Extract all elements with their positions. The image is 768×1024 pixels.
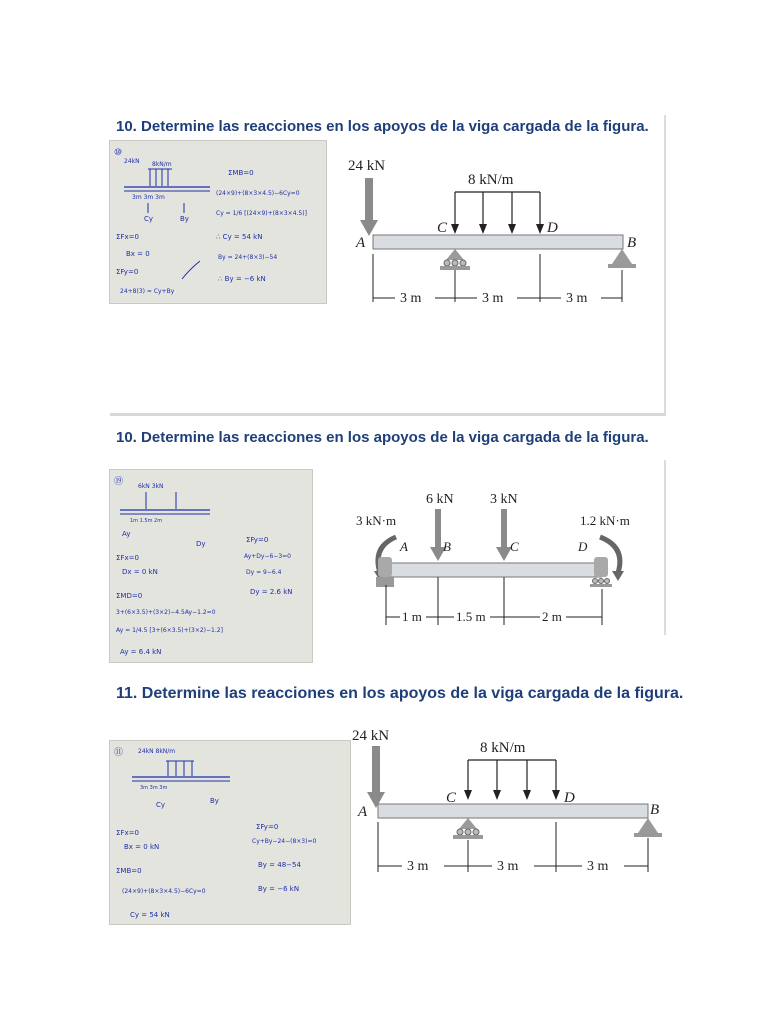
- note-line: By = −6 kN: [258, 885, 300, 893]
- handwritten-solution-photo: [109, 740, 351, 925]
- note-line: 24+8(3) = Cy+By: [120, 288, 175, 295]
- note-line: Dx = 0 kN: [122, 568, 158, 576]
- dim-label: 3 m: [566, 291, 588, 306]
- dim-label: 2 m: [542, 609, 562, 624]
- page-edge-line: [664, 460, 666, 635]
- note-line: Cy = 1/6 [(24×9)+(8×3×4.5)]: [216, 210, 307, 217]
- dim-label: 1 m: [402, 609, 422, 624]
- handwritten-solution-photo: [109, 140, 327, 304]
- note-line: ΣFx=0: [116, 829, 139, 837]
- point-load-label: 24 kN: [352, 728, 390, 744]
- svg-text:8kN/m: 8kN/m: [152, 161, 172, 168]
- note-line: Dy = 9−6.4: [246, 569, 282, 576]
- dim-label: 3 m: [407, 859, 429, 874]
- note-line: Dy = 2.6 kN: [250, 588, 293, 596]
- dim-label: 3 m: [400, 291, 422, 306]
- svg-text:3m 3m 3m: 3m 3m 3m: [132, 194, 165, 201]
- dim-label: 3 m: [497, 859, 519, 874]
- beam-diagram: [340, 150, 650, 310]
- label-B: B: [650, 802, 660, 818]
- label-A: A: [356, 235, 366, 251]
- label-D: D: [578, 539, 588, 554]
- note-line: ΣMD=0: [116, 592, 143, 600]
- note-line: Cy = 54 kN: [130, 911, 170, 919]
- note-line: Ay+Dy−6−3=0: [244, 553, 291, 560]
- problem-heading: 10. Determine las reacciones en los apoyos de la viga cargada de la figura.: [116, 429, 649, 446]
- note-line: ∴ Cy = 54 kN: [216, 233, 263, 241]
- beam-diagram: [350, 722, 670, 882]
- beam-diagram: [350, 485, 650, 630]
- label-B: B: [443, 539, 451, 554]
- dist-load-label: 8 kN/m: [480, 740, 526, 756]
- note-line: 3+(6×3.5)+(3×2)−4.5Ay−1.2=0: [116, 609, 216, 616]
- svg-text:3m 3m 3m: 3m 3m 3m: [140, 785, 168, 791]
- label-A: A: [358, 804, 368, 820]
- problem-heading: 10. Determine las reacciones en los apoyos de la viga cargada de la figura.: [116, 118, 649, 135]
- note-line: ΣFy=0: [256, 823, 279, 831]
- load-label: 6 kN: [426, 492, 454, 507]
- note-line: ΣFx=0: [116, 233, 139, 241]
- note-line: ΣFx=0: [116, 554, 139, 562]
- label-C: C: [437, 220, 448, 236]
- dist-load-label: 8 kN/m: [468, 172, 514, 188]
- label-D: D: [547, 220, 558, 236]
- section-divider: [110, 413, 666, 416]
- svg-text:⑲: ⑲: [114, 477, 124, 487]
- note-line: ΣFy=0: [246, 536, 269, 544]
- label-B: B: [627, 235, 637, 251]
- svg-text:Cy: Cy: [144, 215, 154, 223]
- dim-label: 3 m: [482, 291, 504, 306]
- svg-text:⑩: ⑩: [114, 148, 123, 158]
- svg-text:⑪: ⑪: [114, 748, 124, 758]
- note-line: ΣFy=0: [116, 268, 139, 276]
- problem-heading: 11. Determine las reacciones en los apoyos de la viga cargada de la figura.: [116, 685, 684, 702]
- label-C: C: [510, 539, 519, 554]
- dim-label: 3 m: [587, 859, 609, 874]
- dim-label: 1.5 m: [456, 609, 486, 624]
- handwritten-solution-photo: [109, 469, 313, 663]
- note-line: Bx = 0: [126, 250, 150, 258]
- note-line: ΣMB=0: [116, 867, 142, 875]
- moment-label: 1.2 kN·m: [580, 513, 630, 528]
- svg-text:By: By: [210, 797, 219, 805]
- note-line: Bx = 0 kN: [124, 843, 160, 851]
- svg-text:Ay: Ay: [122, 530, 131, 538]
- page-edge-line: [664, 115, 666, 415]
- moment-label: 3 kN·m: [356, 513, 397, 528]
- svg-text:24kN: 24kN: [124, 158, 140, 165]
- label-C: C: [446, 790, 457, 806]
- note-line: By = 24+(8×3)−54: [218, 254, 278, 261]
- svg-text:1m 1.5m 2m: 1m 1.5m 2m: [130, 518, 163, 524]
- svg-text:Dy: Dy: [196, 540, 206, 548]
- svg-text:By: By: [180, 215, 189, 223]
- svg-text:24kN 8kN/m: 24kN 8kN/m: [138, 748, 176, 755]
- svg-text:Cy: Cy: [156, 801, 166, 809]
- note-line: ∴ By = −6 kN: [218, 275, 266, 283]
- note-line: (24×9)+(8×3×4.5)−6Cy=0: [216, 190, 300, 197]
- point-load-label: 24 kN: [348, 158, 386, 174]
- svg-text:6kN 3kN: 6kN 3kN: [138, 483, 164, 490]
- load-label: 3 kN: [490, 492, 518, 507]
- note-line: Cy+By−24−(8×3)=0: [252, 838, 317, 845]
- note-line: By = 48−54: [258, 861, 301, 869]
- note-line: (24×9)+(8×3×4.5)−6Cy=0: [122, 888, 206, 895]
- note-line: Ay = 1/4.5 [3+(6×3.5)+(3×2)−1.2]: [116, 627, 223, 634]
- note-line: ΣMB=0: [228, 169, 254, 177]
- label-A: A: [400, 539, 408, 554]
- label-D: D: [564, 790, 575, 806]
- note-line: Ay = 6.4 kN: [120, 648, 162, 656]
